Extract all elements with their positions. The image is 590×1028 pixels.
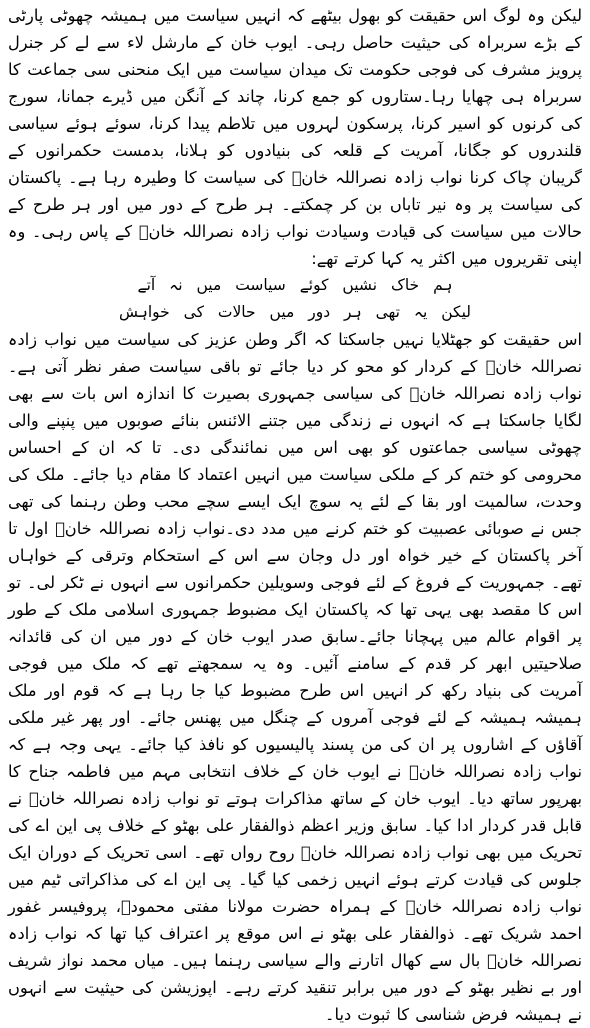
main-paragraph: اس حقیقت کو جھٹلایا نہیں جاسکتا کہ اگر وطن عزیز کی سیاست میں نواب زادہ نصراللہ خانؒ کے کردار کو محو کر دیا جائے تو باقی سیاست صفر نظر آتی ہے۔نواب زادہ نصراللہ خانؒ کی سیاسی جمہوری بصیرت کا اندازہ اس بات سے بھی لگایا جاسکتا ہے کہ انہوں نے زندگی میں جتنے الائنس بنائے صوبوں میں پنپنے والی چھوٹی سیاسی جماعتوں کو بھی اس میں نمائندگی دی۔ تا کہ ان کے احساس محرومی کو ختم کر کے ملکی سیاست میں انہیں اعتماد کا مقام دیا جائے۔ ملک کی وحدت، سالمیت اور بقا کے لئے یہ سوچ ایک ایسے سچے محب وطن رہنما کی تھی جس نے صوبائی عصبیت کو ختم کرنے میں مدد دی۔نواب زادہ نصراللہ خانؒ اول تا آخر پاکستان کے خیر خواہ اور دل وجان سے اس کے استحکام وترقی کے خواہاں تھے۔ جمہوریت کے فروغ کے لئے فوجی وسویلین حکمرانوں سے انہوں نے ٹکر لی۔ تو اس کا مقصد بھی یہی تھا کہ پاکستان ایک مضبوط جمہوری اسلامی ملک کے طور پر اقوام عالم میں پہچانا جائے۔سابق صدر ایوب خان کے دور میں ان کی قائدانہ صلاحیتیں ابھر کر قدم کے سامنے آئیں۔ وہ یہ سمجھتے تھے کہ ملک میں فوجی آمریت کی بنیاد رکھ کر انہیں اس طرح مضبوط کیا جا رہا ہے کہ قوم اور ملک ہمیشہ ہمیشہ کے لئے فوجی آمروں کے چنگل میں پھنس جائے۔ اور پھر غیر ملکی آقاؤں کے اشاروں پر ان کی من پسند پالیسیوں کو نافذ کیا جائے۔ یہی وجہ ہے کہ نواب زادہ نصراللہ خانؒ نے ایوب خان کے خلاف انتخابی مہم میں فاطمہ جناح کا بھرپور ساتھ دیا۔ ایوب خان کے ساتھ مذاکرات ہوتے تو نواب زادہ نصراللہ خانؒ نے قابل قدر کردار ادا کیا۔ سابق وزیر اعظم ذوالفقار علی بھٹو کے خلاف پی این اے کی تحریک میں بھی نواب زادہ نصراللہ خانؒ روح رواں تھے۔ اسی تحریک کے دوران ایک جلوس کی قیادت کرتے ہوئے انہیں زخمی کیا گیا۔ پی این اے کی مذاکراتی ٹیم میں نواب زادہ نصراللہ خانؒ کے ہمراہ حضرت مولانا مفتی محمودؒ، پروفیسر غفور احمد شریک تھے۔ ذوالفقار علی بھٹو نے اس موقع پر اعتراف کیا تھا کہ نواب زادہ نصراللہ خانؒ بال سے کھال اتارنے والے سیاسی رہنما ہیں۔ میاں محمد نواز شریف اور بے نظیر بھٹو کے دور میں برابر تنقید کرتے رہے۔ اپوزیشن کی حیثیت سے انہوں نے ہمیشہ فرض شناسی کا ثبوت دیا۔ <box>8 330 582 1024</box>
verse-line-2: لیکن یہ تھی ہر دور میں حالات کی خواہش <box>118 303 471 321</box>
verse-couplet <box>8 272 582 326</box>
verse-line-1: ہم خاک نشیں کوئے سیاست میں نہ آتے <box>137 276 453 294</box>
opening-paragraph: لیکن وہ لوگ اس حقیقت کو بھول بیٹھے کہ انہیں سیاست میں ہمیشہ چھوٹی پارٹی کے بڑے سربراہ کی حیثیت حاصل رہی۔ ایوب خان کے مارشل لاء سے لے کر جنرل پرویز مشرف کی فوجی حکومت تک میدان سیاست میں ایک منحنی سی جماعت کا سربراہ ہی چھایا رہا۔ستاروں کو جمع کرنا، چاند کے آنگن میں ڈیرے جمانا، سورج کی کرنوں کو اسیر کرنا، پرسکون لہروں میں تلاطم پیدا کرنا، سوئے ہوئے سیاسی قلندروں کو جگانا، آمریت کے قلعہ کی بنیادوں کو ہلانا، بدمست حکمرانوں کے گریبان چاک کرنا نواب زادہ نصراللہ خانؒ کی سیاست کا وطیرہ رہا ہے۔ پاکستان کی سیاست پر وہ نیر تاباں بن کر چمکتے۔ ہر طرح کے دور میں اور ہر طرح کے حالات میں سیاست کی قیادت وسیادت نواب زادہ نصراللہ خانؒ کے پاس رہی۔ وہ اپنی تقریروں میں اکثر یہ کہا کرتے تھے: <box>8 6 582 268</box>
